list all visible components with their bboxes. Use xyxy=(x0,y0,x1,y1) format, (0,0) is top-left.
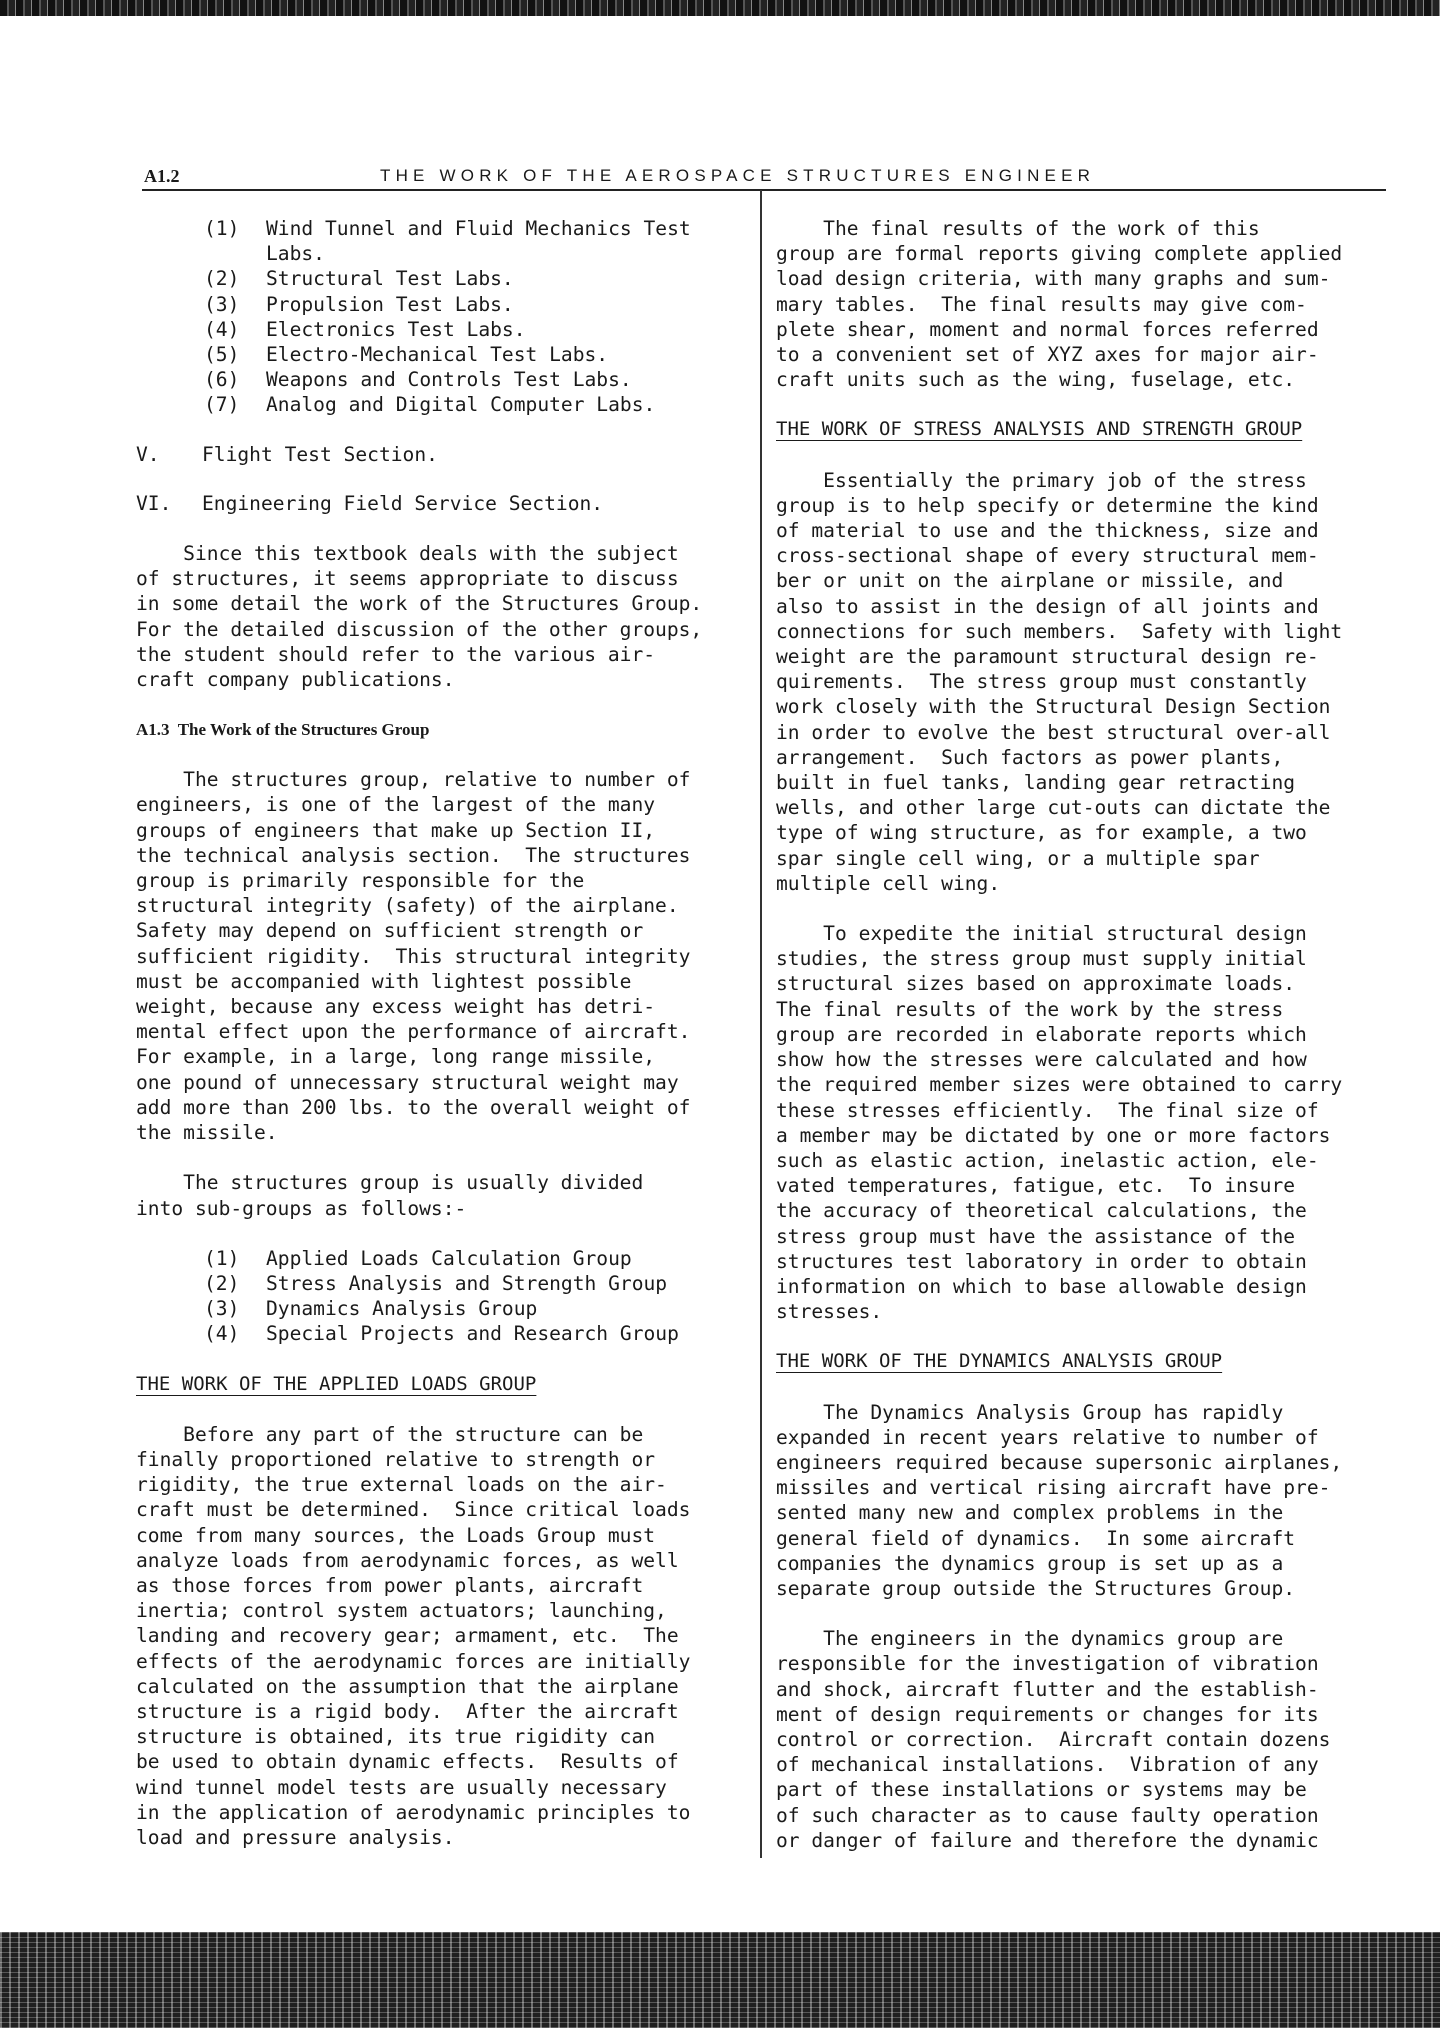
list-text: Weapons and Controls Test Labs. xyxy=(266,368,632,392)
list-item xyxy=(204,317,748,342)
list-number: (3) xyxy=(204,292,240,316)
list-item xyxy=(204,1246,748,1271)
section-number: VI. xyxy=(136,491,172,515)
list-text: Structural Test Labs. xyxy=(266,267,514,291)
right-column xyxy=(776,216,1400,1853)
section-vi xyxy=(136,491,748,516)
page-number: A1.2 xyxy=(144,166,180,186)
list-text: Propulsion Test Labs. xyxy=(266,292,514,316)
list-item xyxy=(204,292,748,317)
list-text: Electro-Mechanical Test Labs. xyxy=(266,343,609,367)
list-number: (6) xyxy=(204,368,240,392)
stress-heading: THE WORK OF STRESS ANALYSIS AND STRENGTH GROUP xyxy=(776,418,1303,441)
intro-paragraph: Since this textbook deals with the subject of structures, it seems appropriate to discuss in some detail the work of the Structures Group. For the detailed discussion of the other groups, the student should refer to the various air- craft company publications. xyxy=(136,542,703,692)
list-text: Electronics Test Labs. xyxy=(266,317,526,341)
section-text: Engineering Field Service Section. xyxy=(202,491,604,515)
list-number: (2) xyxy=(204,267,240,291)
dynamics-paragraph-2: The engineers in the dynamics group are responsible for the investigation of vibration and shock, aircraft flutter and the establish- ment of design requirements or changes for its control or correction. Aircraft contain dozens of mechanical installations. Vibration of any part of these installations or systems may be of such character as to cause faulty operation or danger of failure and therefore the dynamic xyxy=(776,1627,1331,1852)
list-item xyxy=(204,367,748,392)
list-item xyxy=(204,342,748,367)
list-text: Wind Tunnel and Fluid Mechanics Test Labs. xyxy=(266,217,691,266)
list-text: Applied Loads Calculation Group xyxy=(266,1246,632,1270)
list-number: (5) xyxy=(204,343,240,367)
left-column xyxy=(136,216,748,1850)
dynamics-paragraph-1: The Dynamics Analysis Group has rapidly expanded in recent years relative to number of engineers required because supersonic airplanes, missiles and vertical rising aircraft have pre- sented many new and complex problems in the general field of dynamics. In some aircraft companies the dynamics group is set up as a separate group outside the Structures Group. xyxy=(776,1400,1343,1600)
section-number: V. xyxy=(136,442,160,466)
list-item xyxy=(204,392,748,417)
list-number: (4) xyxy=(204,1322,240,1346)
list-item xyxy=(204,266,748,291)
list-item xyxy=(204,1271,748,1296)
list-text: Dynamics Analysis Group xyxy=(266,1297,538,1321)
section-v xyxy=(136,442,748,467)
stress-paragraph-2: To expedite the initial structural design studies, the stress group must supply initial structural sizes based on approximate loads. The final results of the work by the stress group are recorded in elaborate reports which show how the stresses were calculated and how the required member sizes were obtained to carry these stresses efficiently. The final size of a member may be dictated by one or more factors such as elastic action, inelastic action, ele- vated temperatures, fatigue, etc. To insure the accuracy of theoretical calculations, the stress group must have the assistance of the structures test laboratory in order to obtain information on which to base allowable design stresses. xyxy=(776,922,1343,1324)
applied-loads-heading: THE WORK OF THE APPLIED LOADS GROUP xyxy=(136,1372,537,1395)
scan-edge-bottom xyxy=(0,1932,1440,2028)
subgroups-intro: The structures group is usually divided into sub-groups as follows:- xyxy=(136,1171,644,1220)
structures-paragraph: The structures group, relative to number of engineers, is one of the largest of the many groups of engineers that make up Section II, the technical analysis section. The structures group is primarily responsible for the structural integrity (safety) of the airplane. Safety may depend on sufficient strength or sufficient rigidity. This structural integrity must be accompanied with lightest possible weight, because any excess weight has detri- mental effect upon the performance of aircraft. For example, in a large, long range missile, one pound of unnecessary structural weight may add more than 200 lbs. to the overall weight of the missile. xyxy=(136,768,691,1145)
list-item xyxy=(204,1321,748,1346)
list-number: (1) xyxy=(204,217,240,240)
list-item xyxy=(204,216,748,266)
running-title: THE WORK OF THE AEROSPACE STRUCTURES ENGINEER xyxy=(380,166,1096,185)
subsection-heading: A1.3 The Work of the Structures Group xyxy=(136,720,430,740)
list-text: Special Projects and Research Group xyxy=(266,1322,679,1346)
column-divider xyxy=(760,190,762,1858)
scan-edge-top xyxy=(0,0,1440,16)
list-number: (4) xyxy=(204,317,240,341)
final-results-paragraph: The final results of the work of this group are formal reports giving complete applied load design criteria, with many graphs and sum- mary tables. The final results may give com- plete shear, moment and normal forces referred to a convenient set of XYZ axes for major air- craft units such as the wing, fuselage, etc. xyxy=(776,217,1343,392)
section-text: Flight Test Section. xyxy=(202,442,438,466)
list-text: Stress Analysis and Strength Group xyxy=(266,1271,668,1295)
header-rule xyxy=(142,189,1386,191)
applied-loads-paragraph: Before any part of the structure can be finally proportioned relative to strength or rigidity, the true external loads on the air- craft must be determined. Since critical loads come from many sources, the Loads Group must analyze loads from aerodynamic forces, as well as those forces from power plants, aircraft inertia; control system actuators; launching, landing and recovery gear; armament, etc. The effects of the aerodynamic forces are initially calculated on the assumption that the airplane structure is a rigid body. After the aircraft structure is obtained, its true rigidity can be used to obtain dynamic effects. Results of wind tunnel model tests are usually necessary in the application of aerodynamic principles to load and pressure analysis. xyxy=(136,1422,691,1849)
list-number: (2) xyxy=(204,1271,240,1295)
dynamics-heading: THE WORK OF THE DYNAMICS ANALYSIS GROUP xyxy=(776,1350,1223,1373)
list-text: Analog and Digital Computer Labs. xyxy=(266,393,656,417)
list-item xyxy=(204,1296,748,1321)
list-number: (3) xyxy=(204,1297,240,1321)
labs-list xyxy=(136,216,748,418)
list-number: (7) xyxy=(204,393,240,417)
list-number: (1) xyxy=(204,1246,240,1270)
subgroups-list xyxy=(136,1246,748,1347)
stress-paragraph-1: Essentially the primary job of the stress group is to help specify or determine the kind of material to use and the thickness, size and cross-sectional shape of every structural mem- ber or unit on the airplane or missile, and also to assist in the design of all joints and connections for such members. Safety with light weight are the paramount structural design re- quirements. The stress group must constantly work closely with the Structural Design Section in order to evolve the best structural over-all arrangement. Such factors as power plants, built in fuel tanks, landing gear retracting wells, and other large cut-outs can dictate the type of wing structure, as for example, a two spar single cell wing, or a multiple spar multiple cell wing. xyxy=(776,468,1343,895)
